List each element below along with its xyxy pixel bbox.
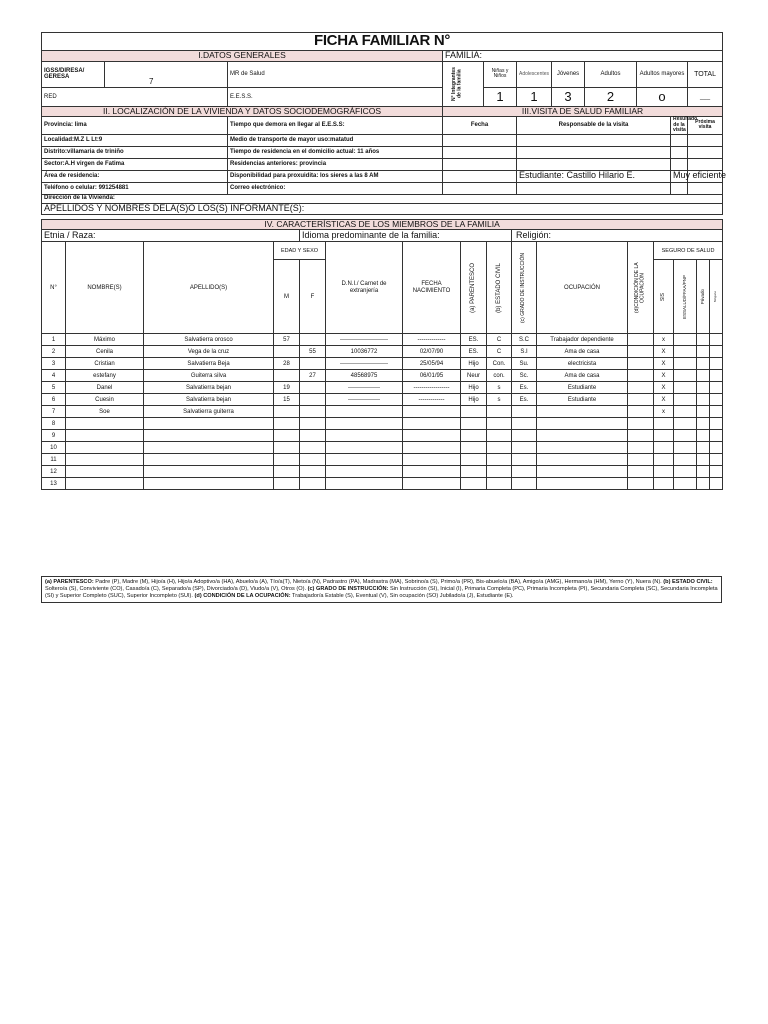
col-m: M xyxy=(274,260,300,334)
adolescentes-label: Adolescentes xyxy=(517,61,552,87)
cell-pri[interactable] xyxy=(697,382,710,394)
cell-nin[interactable] xyxy=(710,394,723,406)
cell-fecha[interactable] xyxy=(403,430,461,442)
cell-ocu[interactable] xyxy=(537,430,628,442)
cell-n: 3 xyxy=(42,358,66,370)
footnote-a-text: Padre (P), Madre (M), Hijo/a (H), Hijo/a Adoptivo/a (HA), Abuelo/a (A), Tío/a(T), Nieto/a (N), Padrastro (PA), Madrastra (MA), Sobrino/a (S), Primo/a (PR), Bis-abuelo/a (BA), Amigo/a (AMG), Hermano/a (HM), Yerno (Y), Nuera (N). xyxy=(93,579,662,585)
cell-ocu[interactable]: Estudiante xyxy=(537,394,628,406)
cell-fecha[interactable] xyxy=(403,478,461,490)
sector-field[interactable]: Sector:A.H virgen de Fatima xyxy=(42,158,228,170)
cell-nin[interactable] xyxy=(710,334,723,346)
cell-fecha[interactable] xyxy=(403,454,461,466)
cell-par[interactable] xyxy=(461,478,487,490)
cell-dni[interactable] xyxy=(326,466,403,478)
cell-apellido[interactable]: Vega de la cruz xyxy=(144,346,274,358)
cell-dni[interactable] xyxy=(326,418,403,430)
cell-gra[interactable]: S.C xyxy=(512,334,537,346)
cell-ess[interactable] xyxy=(674,430,697,442)
col-edad-sexo: EDAD Y SEXO xyxy=(274,242,326,260)
cell-f[interactable] xyxy=(300,406,326,418)
cell-dni[interactable]: ------------------------ xyxy=(326,334,403,346)
cell-gra[interactable]: Su. xyxy=(512,358,537,370)
cell-gra[interactable]: Es. xyxy=(512,394,537,406)
cell-pri[interactable] xyxy=(697,394,710,406)
cell-m[interactable] xyxy=(274,454,300,466)
col-sis: SIS xyxy=(659,292,666,301)
table-row xyxy=(42,406,723,418)
cell-nombre[interactable]: Máximo xyxy=(66,334,144,346)
eess-label: E.E.S.S. xyxy=(228,87,443,106)
cell-civ[interactable] xyxy=(487,466,512,478)
footnote-a-label: (a) PARENTESCO: xyxy=(45,579,94,585)
informantes-field[interactable]: APELLIDOS Y NOMBRES DELA(S)O LOS(S) INFORMANTE(S): xyxy=(42,203,723,214)
col-n: N° xyxy=(42,242,66,334)
col-condicion: (d)CONDICIÓN DE LA OCUPACIÓN xyxy=(634,262,646,314)
cell-par[interactable]: Hijo xyxy=(461,382,487,394)
cell-f[interactable] xyxy=(300,334,326,346)
cell-par[interactable]: ES. xyxy=(461,334,487,346)
fecha-header: Fecha xyxy=(443,117,517,135)
cell-f[interactable] xyxy=(300,430,326,442)
cell-civ[interactable] xyxy=(487,406,512,418)
cell-nin[interactable] xyxy=(710,478,723,490)
responsable-header: Responsable de la visita xyxy=(517,117,671,135)
cell-ess[interactable] xyxy=(674,382,697,394)
cell-f[interactable]: 27 xyxy=(300,370,326,382)
cell-nin[interactable] xyxy=(710,430,723,442)
jovenes-label: Jóvenes xyxy=(552,61,585,87)
cell-n: 9 xyxy=(42,430,66,442)
cell-m[interactable]: 15 xyxy=(274,394,300,406)
tiempo-residencia-field[interactable]: Tiempo de residencia en el domicilio actual: 11 años xyxy=(228,146,443,158)
cell-f[interactable] xyxy=(300,454,326,466)
adultos-label: Adultos xyxy=(585,61,637,87)
cell-sis[interactable]: X xyxy=(654,382,674,394)
col-seguro: SEGURO DE SALUD xyxy=(654,242,723,260)
cell-dni[interactable]: ---------------- xyxy=(326,394,403,406)
adultos-count[interactable]: 2 xyxy=(585,87,637,106)
section-1-title: I.DATOS GENERALES xyxy=(42,51,443,62)
cell-dni[interactable] xyxy=(326,442,403,454)
cell-cond[interactable] xyxy=(628,418,654,430)
cell-apellido[interactable]: Salvatierra bejan xyxy=(144,394,274,406)
cell-apellido[interactable]: Salvatierra bejan xyxy=(144,382,274,394)
cell-dni[interactable]: ------------------------ xyxy=(326,358,403,370)
cell-nin[interactable] xyxy=(710,358,723,370)
cell-gra[interactable] xyxy=(512,418,537,430)
igss-label: IGSS/DIRESA/ GERESA xyxy=(42,62,105,87)
cell-gra[interactable]: Sc. xyxy=(512,370,537,382)
cell-n: 6 xyxy=(42,394,66,406)
transporte-field[interactable]: Medio de transporte de mayor uso:matatud xyxy=(228,134,443,146)
cell-m[interactable]: 57 xyxy=(274,334,300,346)
cell-m[interactable] xyxy=(274,346,300,358)
cell-par[interactable]: Neur xyxy=(461,370,487,382)
cell-ocu[interactable]: Ama de casa xyxy=(537,370,628,382)
cell-pri[interactable] xyxy=(697,442,710,454)
cell-nin[interactable] xyxy=(710,370,723,382)
cell-civ[interactable] xyxy=(487,430,512,442)
cell-cond[interactable] xyxy=(628,346,654,358)
cell-cond[interactable] xyxy=(628,334,654,346)
cell-n: 8 xyxy=(42,418,66,430)
cell-ess[interactable] xyxy=(674,358,697,370)
igss-value[interactable]: 7 xyxy=(149,77,154,87)
cell-nin[interactable] xyxy=(710,454,723,466)
cell-fecha[interactable] xyxy=(403,466,461,478)
localidad-field[interactable]: Localidad:M.Z L Lt:9 xyxy=(42,134,228,146)
cell-fecha[interactable] xyxy=(403,406,461,418)
cell-ess[interactable] xyxy=(674,454,697,466)
cell-n: 12 xyxy=(42,466,66,478)
cell-ess[interactable] xyxy=(674,442,697,454)
cell-nombre[interactable] xyxy=(66,430,144,442)
cell-nin[interactable] xyxy=(710,382,723,394)
col-nombre: NOMBRE(S) xyxy=(66,242,144,334)
jovenes-count[interactable]: 3 xyxy=(552,87,585,106)
cell-f[interactable] xyxy=(300,466,326,478)
table-row xyxy=(42,346,723,358)
cell-pri[interactable] xyxy=(697,346,710,358)
residencias-field[interactable]: Residencias anteriores: provincia xyxy=(228,158,443,170)
cell-par[interactable]: ES. xyxy=(461,346,487,358)
section-2-title: II. LOCALIZACIÓN DE LA VIVIENDA Y DATOS SOCIODEMOGRÁFICOS xyxy=(42,106,443,116)
cell-pri[interactable] xyxy=(697,418,710,430)
cell-civ[interactable]: s xyxy=(487,394,512,406)
cell-cond[interactable] xyxy=(628,442,654,454)
cell-ess[interactable] xyxy=(674,394,697,406)
footnote-b-label: (b) ESTADO CIVIL: xyxy=(661,579,713,585)
cell-par[interactable] xyxy=(461,406,487,418)
cell-civ[interactable] xyxy=(487,454,512,466)
cell-ess[interactable] xyxy=(674,334,697,346)
cell-nombre[interactable]: Soe xyxy=(66,406,144,418)
cell-dni[interactable] xyxy=(326,406,403,418)
cell-f[interactable] xyxy=(300,382,326,394)
cell-f[interactable] xyxy=(300,418,326,430)
cell-ocu[interactable]: electricista xyxy=(537,358,628,370)
cell-fecha[interactable]: -------------- xyxy=(403,334,461,346)
cell-gra[interactable] xyxy=(512,466,537,478)
footnote-c-label: (c) GRADO DE INSTRUCCIÓN: xyxy=(306,585,389,592)
cell-civ[interactable]: con. xyxy=(487,370,512,382)
resultado-value[interactable]: Muy eficiente xyxy=(671,170,688,182)
cell-n: 1 xyxy=(42,334,66,346)
cell-sis[interactable] xyxy=(654,418,674,430)
cell-ocu[interactable] xyxy=(537,406,628,418)
cell-dni[interactable]: ---------------- xyxy=(326,382,403,394)
cell-ess[interactable] xyxy=(674,346,697,358)
cell-n: 13 xyxy=(42,478,66,490)
integrantes-label: N° Integrantes de la familia xyxy=(451,66,463,101)
table-row xyxy=(42,454,723,466)
cell-cond[interactable] xyxy=(628,430,654,442)
cell-ess[interactable] xyxy=(674,370,697,382)
cell-nombre[interactable] xyxy=(66,466,144,478)
form-title: FICHA FAMILIAR N° xyxy=(42,33,723,51)
cell-fecha[interactable]: ------------------ xyxy=(403,382,461,394)
cell-cond[interactable] xyxy=(628,466,654,478)
cell-m[interactable]: 19 xyxy=(274,382,300,394)
cell-ocu[interactable]: Trabajador dependiente xyxy=(537,334,628,346)
cell-gra[interactable] xyxy=(512,406,537,418)
col-dni: D.N.I./ Carnet de extranjería xyxy=(326,242,403,334)
cell-pri[interactable] xyxy=(697,454,710,466)
cell-pri[interactable] xyxy=(697,466,710,478)
proxima-header: Próxima visita xyxy=(688,117,723,135)
cell-n: 10 xyxy=(42,442,66,454)
cell-apellido[interactable]: Salvatierra Beja xyxy=(144,358,274,370)
cell-dni[interactable] xyxy=(326,478,403,490)
red-label: RED xyxy=(42,87,228,106)
footnote-legend xyxy=(41,576,722,603)
cell-n: 11 xyxy=(42,454,66,466)
cell-gra[interactable] xyxy=(512,454,537,466)
religion-field[interactable]: Religión: xyxy=(512,230,723,242)
idioma-field[interactable]: Idioma predominante de la familia: xyxy=(300,230,512,242)
cell-fecha[interactable] xyxy=(403,442,461,454)
cell-pri[interactable] xyxy=(697,358,710,370)
footnote-d-text: Trabajador/a Estable (S), Eventual (V), Sin ocupación (SO) Jubilado/a (J), Estudiante (E). xyxy=(290,592,514,599)
cell-cond[interactable] xyxy=(628,382,654,394)
resultado-header: Resultado de la visita xyxy=(671,117,688,135)
cell-civ[interactable]: C xyxy=(487,334,512,346)
cell-ess[interactable] xyxy=(674,406,697,418)
col-fecha: FECHA NACIMIENTO xyxy=(403,242,461,334)
area-residencia-field[interactable]: Área de residencia: xyxy=(42,170,228,182)
cell-gra[interactable] xyxy=(512,442,537,454)
cell-sis[interactable]: x xyxy=(654,406,674,418)
cell-dni[interactable]: 48568975 xyxy=(326,370,403,382)
cell-gra[interactable]: S.I xyxy=(512,346,537,358)
cell-sis[interactable]: x xyxy=(654,334,674,346)
cell-fecha[interactable]: ------------- xyxy=(403,394,461,406)
cell-pri[interactable] xyxy=(697,430,710,442)
cell-cond[interactable] xyxy=(628,370,654,382)
tiempo-llegar-field[interactable]: Tiempo que demora en llegar al E.E.S.S: xyxy=(228,117,443,135)
col-ninguno: Ninguno xyxy=(713,291,718,303)
direccion-field[interactable]: Dirección de la Vivienda: xyxy=(42,194,723,203)
cell-fecha[interactable]: 06/01/95 xyxy=(403,370,461,382)
table-row xyxy=(42,358,723,370)
cell-gra[interactable] xyxy=(512,430,537,442)
cell-sis[interactable] xyxy=(654,478,674,490)
cell-apellido[interactable]: Salvatierra orosco xyxy=(144,334,274,346)
cell-apellido[interactable]: Salvatierra guiterra xyxy=(144,406,274,418)
cell-pri[interactable] xyxy=(697,406,710,418)
cell-par[interactable]: Hijo xyxy=(461,358,487,370)
cell-gra[interactable]: Es. xyxy=(512,382,537,394)
cell-nin[interactable] xyxy=(710,466,723,478)
cell-f[interactable]: 55 xyxy=(300,346,326,358)
cell-fecha[interactable]: 02/07/90 xyxy=(403,346,461,358)
footnote-d-label: (d) CONDICIÓN DE LA OCUPACIÓN: xyxy=(192,592,291,599)
cell-cond[interactable] xyxy=(628,454,654,466)
cell-pri[interactable] xyxy=(697,334,710,346)
footnote-c-text: Sin Instrucción (SI), Inicial (I), Primaria Completa (PC), Primaria Incompleta (PI), Secundaria Completa (SC), Secundaria Incompleta (SI) y Superior Completo (SUC), Superior Incompleto (SUI). xyxy=(45,585,718,599)
cell-n: 5 xyxy=(42,382,66,394)
cell-sis[interactable]: X xyxy=(654,394,674,406)
cell-dni[interactable] xyxy=(326,430,403,442)
cell-apellido[interactable] xyxy=(144,442,274,454)
ninos-label: Niñas y Niños xyxy=(484,61,517,87)
cell-nombre[interactable] xyxy=(66,442,144,454)
cell-pri[interactable] xyxy=(697,370,710,382)
cell-par[interactable] xyxy=(461,442,487,454)
col-estado-civil: (b) ESTADO CIVIL xyxy=(495,262,502,313)
cell-ocu[interactable] xyxy=(537,466,628,478)
cell-n: 7 xyxy=(42,406,66,418)
cell-nombre[interactable]: Cuesin xyxy=(66,394,144,406)
cell-nin[interactable] xyxy=(710,442,723,454)
ninos-count[interactable]: 1 xyxy=(484,87,517,106)
cell-sis[interactable]: X xyxy=(654,346,674,358)
cell-par[interactable]: Hijo xyxy=(461,394,487,406)
col-grado: (c) GRADO DE INSTRUCCIÓN xyxy=(520,252,527,323)
mayores-label: Adultos mayores xyxy=(637,61,688,87)
cell-ocu[interactable] xyxy=(537,418,628,430)
correo-field[interactable]: Correo electrónico: xyxy=(228,182,443,194)
col-f: F xyxy=(300,260,326,334)
members-table xyxy=(41,219,723,490)
header-table xyxy=(41,32,727,215)
cell-apellido[interactable] xyxy=(144,430,274,442)
cell-m[interactable] xyxy=(274,442,300,454)
cell-nombre[interactable]: Cenila xyxy=(66,346,144,358)
cell-par[interactable] xyxy=(461,418,487,430)
cell-nombre[interactable]: Danel xyxy=(66,382,144,394)
table-row xyxy=(42,418,723,430)
cell-n: 4 xyxy=(42,370,66,382)
cell-cond[interactable] xyxy=(628,358,654,370)
cell-m[interactable] xyxy=(274,478,300,490)
cell-sis[interactable]: X xyxy=(654,358,674,370)
cell-m[interactable]: 28 xyxy=(274,358,300,370)
cell-ocu[interactable] xyxy=(537,442,628,454)
provincia-field[interactable]: Provincia: lima xyxy=(42,117,228,135)
distrito-field[interactable]: Distrito:villamaria de triniño xyxy=(42,146,228,158)
cell-cond[interactable] xyxy=(628,394,654,406)
mayores-count[interactable]: o xyxy=(637,87,688,106)
table-row xyxy=(42,370,723,382)
col-essalud: ESSALUD/FFAA/PNP xyxy=(681,274,687,319)
cell-dni[interactable] xyxy=(326,454,403,466)
cell-ess[interactable] xyxy=(674,418,697,430)
cell-f[interactable] xyxy=(300,394,326,406)
adolescentes-count[interactable]: 1 xyxy=(517,87,552,106)
cell-ocu[interactable]: Ama de casa xyxy=(537,346,628,358)
table-row xyxy=(42,394,723,406)
cell-civ[interactable] xyxy=(487,418,512,430)
cell-m[interactable] xyxy=(274,406,300,418)
cell-civ[interactable] xyxy=(487,442,512,454)
cell-f[interactable] xyxy=(300,358,326,370)
cell-fecha[interactable] xyxy=(403,418,461,430)
section-3-title: III.VISITA DE SALUD FAMILIAR xyxy=(443,106,723,116)
telefono-field[interactable]: Teléfono o celular: 991254881 xyxy=(42,182,228,194)
cell-ess[interactable] xyxy=(674,466,697,478)
cell-gra[interactable] xyxy=(512,478,537,490)
table-row xyxy=(42,334,723,346)
cell-par[interactable] xyxy=(461,430,487,442)
cell-nombre[interactable] xyxy=(66,454,144,466)
table-row xyxy=(42,430,723,442)
disponibilidad-field[interactable]: Disponibilidad para proxuidita: los sieres a las 8 AM xyxy=(228,170,443,182)
cell-f[interactable] xyxy=(300,478,326,490)
cell-cond[interactable] xyxy=(628,406,654,418)
cell-civ[interactable]: s xyxy=(487,382,512,394)
cell-ess[interactable] xyxy=(674,478,697,490)
cell-nin[interactable] xyxy=(710,418,723,430)
cell-apellido[interactable] xyxy=(144,418,274,430)
cell-sis[interactable] xyxy=(654,442,674,454)
cell-par[interactable] xyxy=(461,466,487,478)
cell-civ[interactable] xyxy=(487,478,512,490)
cell-civ[interactable]: C xyxy=(487,346,512,358)
cell-n: 2 xyxy=(42,346,66,358)
cell-par[interactable] xyxy=(461,454,487,466)
cell-m[interactable] xyxy=(274,370,300,382)
cell-nombre[interactable]: estefany xyxy=(66,370,144,382)
cell-nin[interactable] xyxy=(710,406,723,418)
familia-label: FAMILIA: xyxy=(443,51,723,62)
section-4-title: IV. CARACTERÍSTICAS DE LOS MIEMBROS DE LA FAMILIA xyxy=(42,220,723,230)
cell-civ[interactable]: Con. xyxy=(487,358,512,370)
cell-nombre[interactable] xyxy=(66,418,144,430)
cell-apellido[interactable] xyxy=(144,454,274,466)
table-row xyxy=(42,382,723,394)
cell-sis[interactable]: X xyxy=(654,370,674,382)
cell-nin[interactable] xyxy=(710,346,723,358)
cell-m[interactable] xyxy=(274,466,300,478)
cell-nombre[interactable]: Cristian xyxy=(66,358,144,370)
col-privado: Privado xyxy=(699,289,705,305)
footnote-b-text: Soltero/a (S), Conviviente (CO), Casado/a (C), Separado/a (SP), Divorciado/a (D), Viudo/a (V), Otros (O). xyxy=(45,585,307,592)
cell-apellido[interactable] xyxy=(144,478,274,490)
cell-nombre[interactable] xyxy=(66,478,144,490)
cell-sis[interactable] xyxy=(654,430,674,442)
cell-ocu[interactable] xyxy=(537,478,628,490)
cell-sis[interactable] xyxy=(654,454,674,466)
table-row xyxy=(42,478,723,490)
col-ocupacion: OCUPACIÓN xyxy=(537,242,628,334)
cell-ocu[interactable] xyxy=(537,454,628,466)
estudiante-value[interactable]: Estudiante: Castillo Hilario E. xyxy=(517,170,671,182)
col-apellido: APELLIDO(S) xyxy=(144,242,274,334)
cell-dni[interactable]: 10036772 xyxy=(326,346,403,358)
cell-fecha[interactable]: 25/05/94 xyxy=(403,358,461,370)
col-parentesco: (a) PARENTESCO xyxy=(470,262,477,313)
cell-ocu[interactable]: Estudiante xyxy=(537,382,628,394)
cell-pri[interactable] xyxy=(697,478,710,490)
cell-m[interactable] xyxy=(274,418,300,430)
cell-cond[interactable] xyxy=(628,478,654,490)
total-label: TOTAL xyxy=(688,61,723,87)
mr-salud-label: MR de Salud xyxy=(228,61,443,87)
cell-apellido[interactable]: Guiterra silva xyxy=(144,370,274,382)
cell-f[interactable] xyxy=(300,442,326,454)
cell-m[interactable] xyxy=(274,430,300,442)
cell-sis[interactable] xyxy=(654,466,674,478)
cell-apellido[interactable] xyxy=(144,466,274,478)
table-row xyxy=(42,442,723,454)
etnia-field[interactable]: Etnia / Raza: xyxy=(42,230,300,242)
table-row xyxy=(42,466,723,478)
total-count[interactable]: ___ xyxy=(688,87,723,106)
